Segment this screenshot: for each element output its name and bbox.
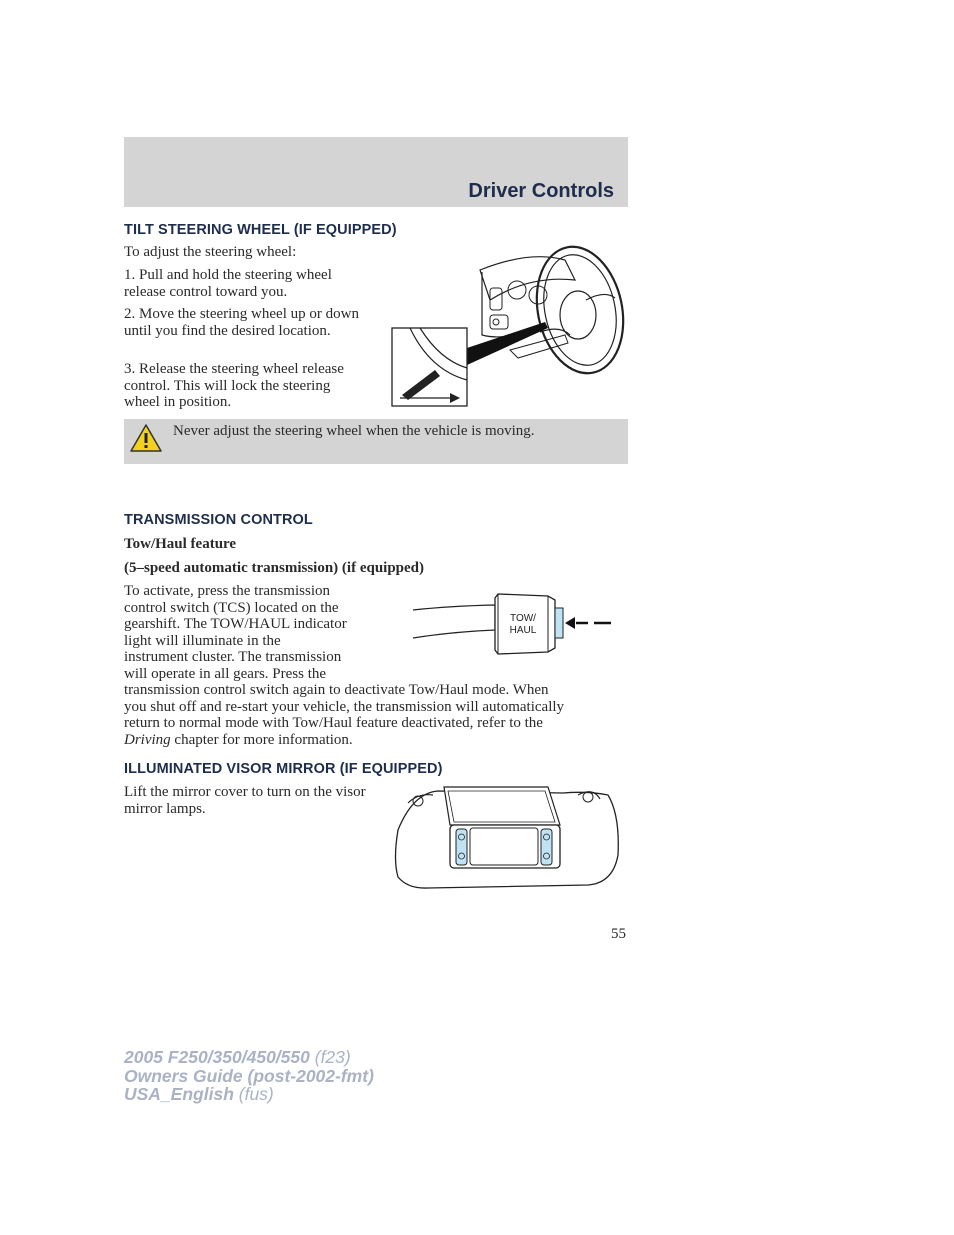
transmission-line: return to normal mode with Tow/Haul feature deactivated, refer to the <box>124 715 543 731</box>
warning-triangle-icon <box>129 423 163 453</box>
visor-heading: ILLUMINATED VISOR MIRROR (IF EQUIPPED) <box>124 761 443 777</box>
tilt-heading: TILT STEERING WHEEL (IF EQUIPPED) <box>124 222 397 238</box>
section-title: Driver Controls <box>468 180 614 202</box>
footer-line-3 <box>124 1085 374 1104</box>
transmission-line: will operate in all gears. Press the <box>124 665 327 682</box>
page-number: 55 <box>611 926 626 942</box>
footer-language-code: (fus) <box>233 1084 274 1104</box>
switch-label-tow: TOW/ <box>510 613 536 624</box>
footer-guide: Owners Guide (post-2002-fmt) <box>124 1065 374 1086</box>
warning-text: Never adjust the steering wheel when the vehicle is moving. <box>173 423 535 439</box>
towhaul-subheading: Tow/Haul feature <box>124 536 237 552</box>
transmission-heading: TRANSMISSION CONTROL <box>124 512 313 528</box>
gearshift-tcs-illustration <box>410 590 620 658</box>
transmission-line: To activate, press the transmission <box>124 583 330 599</box>
footer-model-code: (f23) <box>309 1047 351 1067</box>
footer-line-1 <box>124 1048 374 1067</box>
transmission-last-line-rest: chapter for more information. <box>170 731 353 748</box>
visor-mirror-illustration <box>388 785 623 893</box>
footer-model: 2005 F250/350/450/550 <box>124 1047 310 1067</box>
section-header-band <box>124 137 628 207</box>
transmission-last-line <box>124 732 634 749</box>
steering-wheel-illustration <box>390 240 630 410</box>
footer-language: USA_English <box>124 1084 234 1104</box>
visor-body: Lift the mirror cover to turn on the visor mirror lamps. <box>124 784 366 817</box>
warning-box <box>124 419 628 464</box>
tilt-step-2: 2. Move the steering wheel up or down until you find the desired location. <box>124 306 359 339</box>
tilt-step-1: 1. Pull and hold the steering wheel release control toward you. <box>124 267 332 300</box>
transmission-line: control switch (TCS) located on the <box>124 599 339 616</box>
transmission-line: instrument cluster. The transmission <box>124 649 342 665</box>
tilt-step-3: 3. Release the steering wheel release control. This will lock the steering wheel in position. <box>124 361 344 410</box>
footer-line-2 <box>124 1067 374 1086</box>
footer-block <box>124 1048 374 1104</box>
switch-label-haul: HAUL <box>509 625 537 636</box>
transmission-line: transmission control switch again to deactivate Tow/Haul mode. When <box>124 682 549 698</box>
transmission-type-subheading: (5–speed automatic transmission) (if equipped) <box>124 560 425 576</box>
driving-chapter-ref: Driving <box>124 731 171 748</box>
transmission-line: you shut off and re-start your vehicle, the transmission will automatically <box>124 698 565 715</box>
transmission-line: light will illuminate in the <box>124 632 281 649</box>
tilt-intro: To adjust the steering wheel: <box>124 244 297 260</box>
transmission-line: gearshift. The TOW/HAUL indicator <box>124 616 347 632</box>
